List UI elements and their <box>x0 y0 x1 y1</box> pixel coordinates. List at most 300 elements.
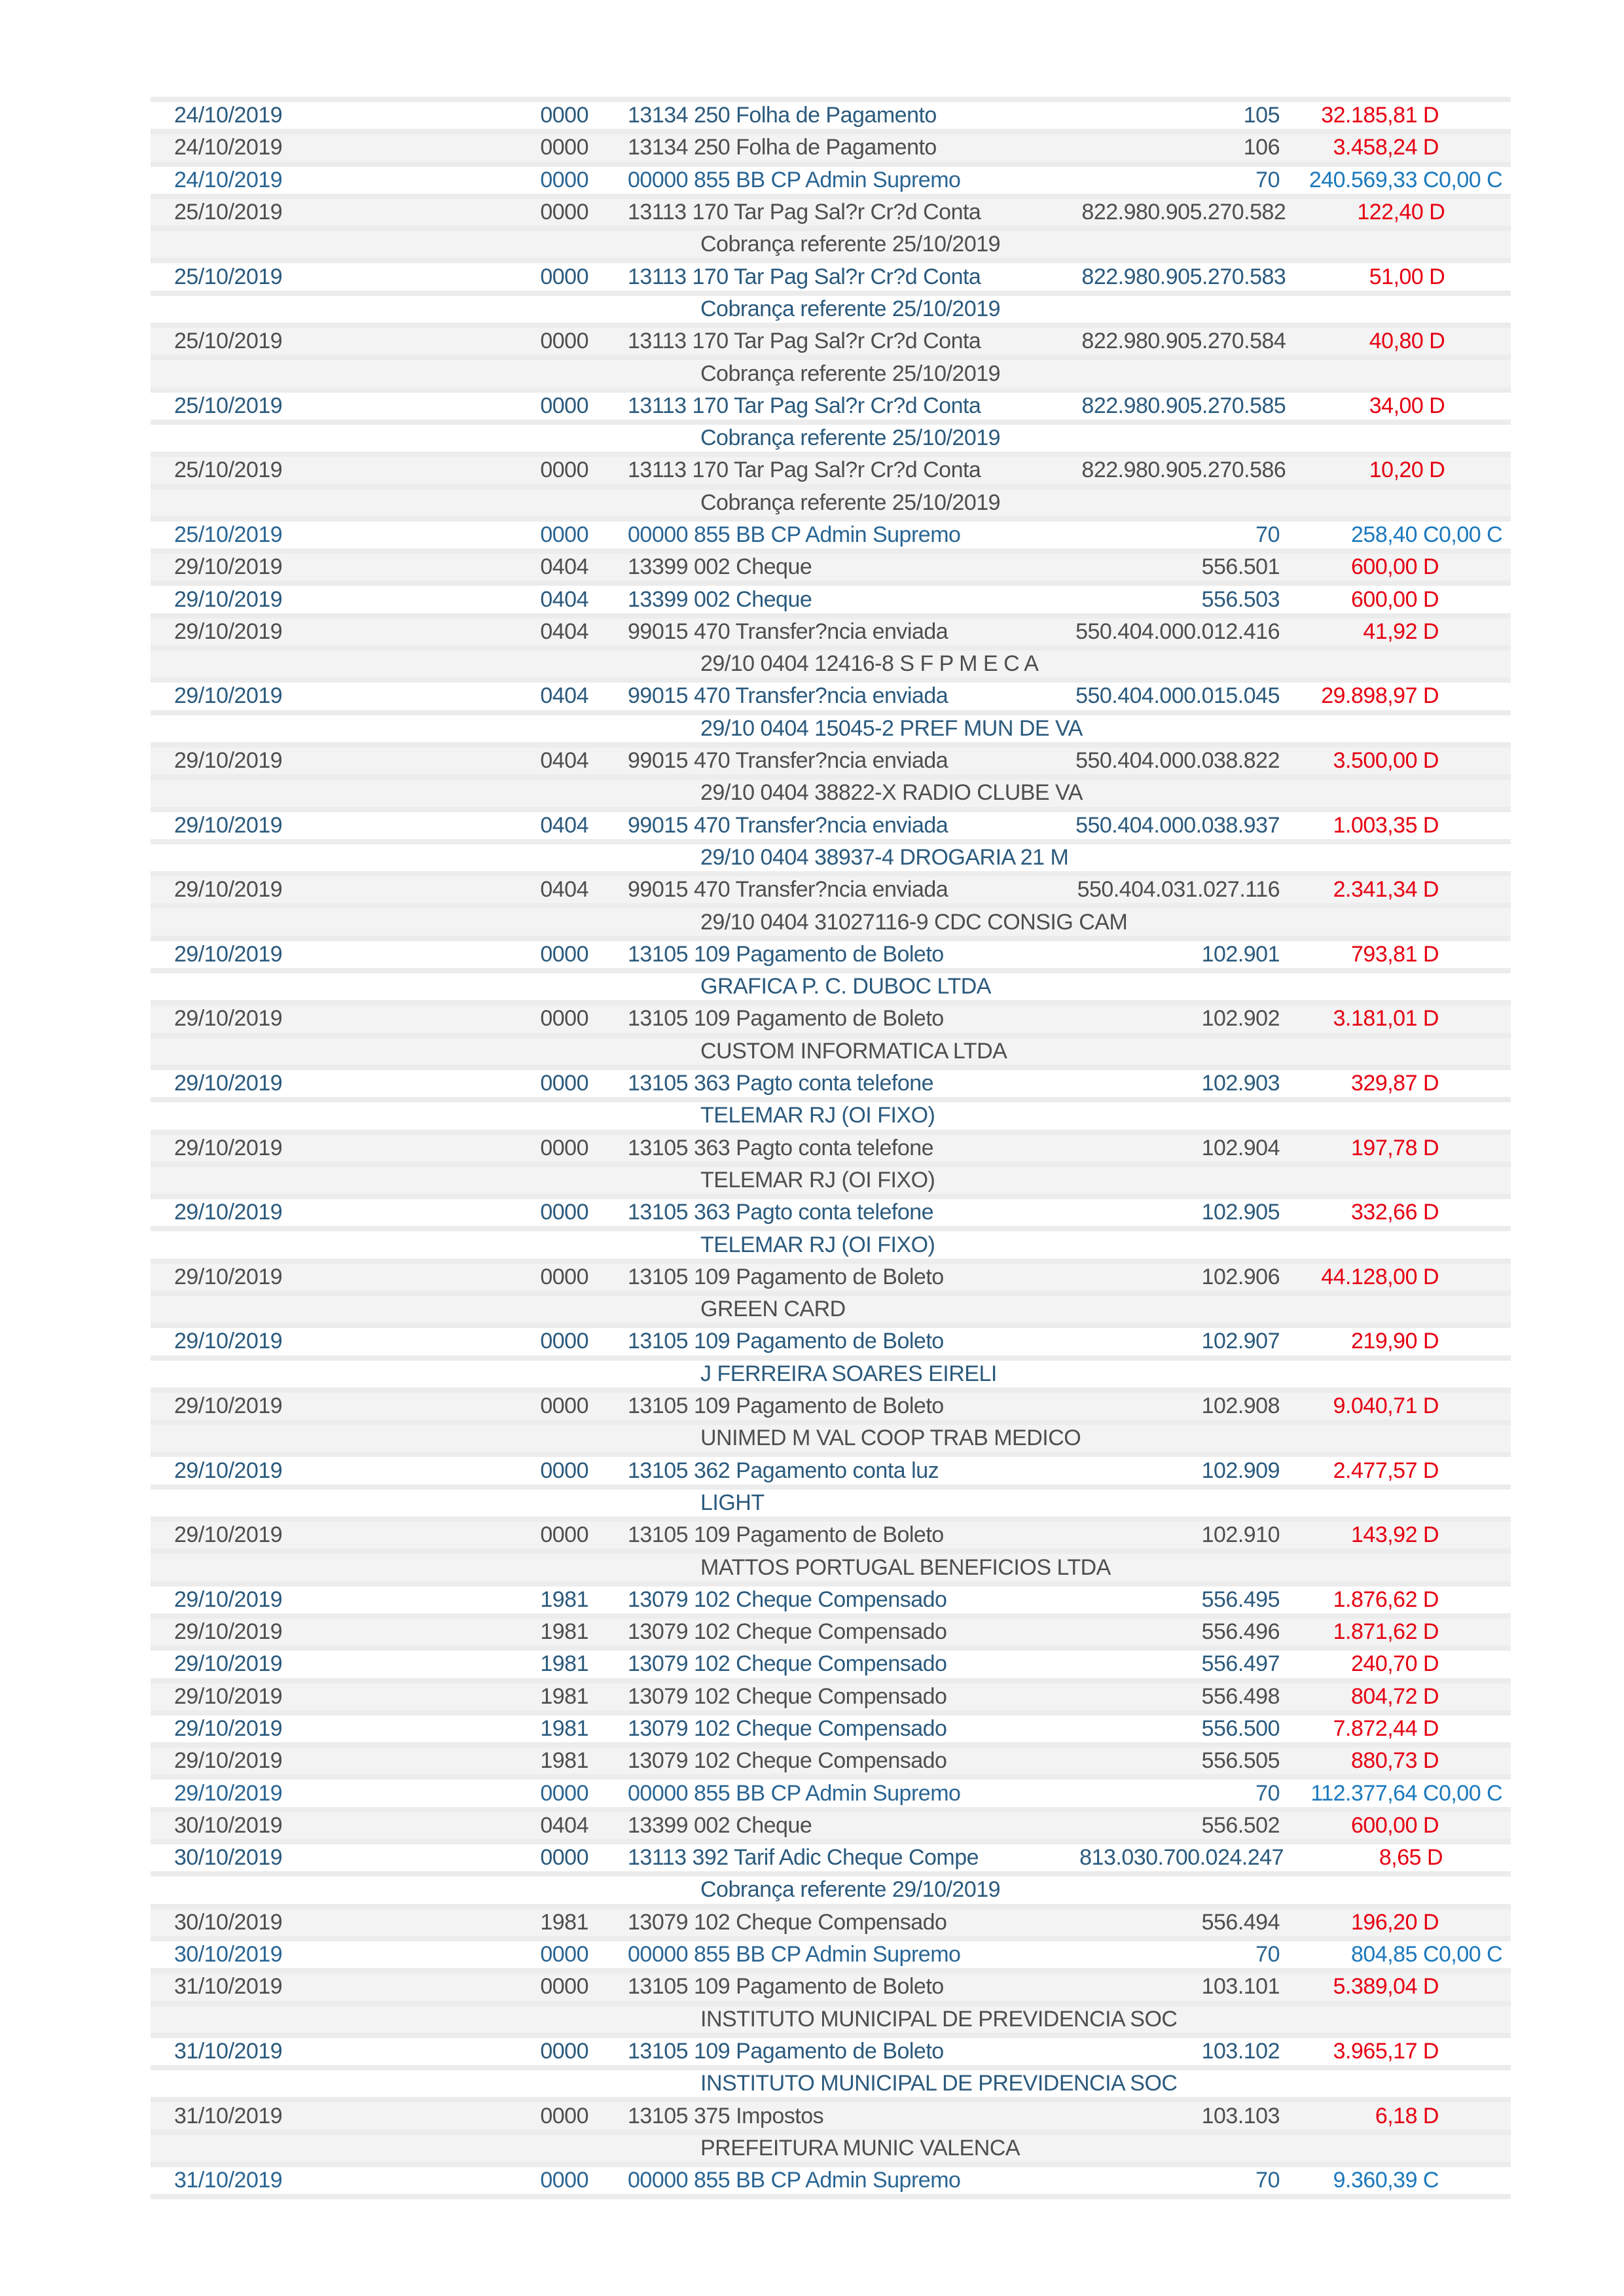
cell-document-number: 70 <box>1255 167 1280 192</box>
cell-agency: 0000 <box>540 329 588 354</box>
cell-amount: 34,00 D <box>1369 393 1445 418</box>
cell-agency: 0000 <box>540 1006 588 1031</box>
cell-date: 24/10/2019 <box>174 135 283 160</box>
row-separator <box>151 2065 1511 2070</box>
cell-detail-text: UNIMED M VAL COOP TRAB MEDICO <box>700 1426 1081 1451</box>
cell-document-number: 822.980.905.270.584 <box>1081 329 1286 354</box>
cell-amount: 9.360,39 C <box>1333 2168 1439 2193</box>
cell-date: 30/10/2019 <box>174 1845 283 1871</box>
row-separator <box>151 1742 1511 1748</box>
cell-description: 13105 363 Pagto conta telefone <box>628 1135 934 1160</box>
cell-description: 13399 002 Cheque <box>628 554 812 580</box>
cell-date: 31/10/2019 <box>174 2038 283 2064</box>
transaction-row <box>151 2038 1511 2065</box>
cell-description: 13113 170 Tar Pag Sal?r Cr?d Conta <box>628 264 981 289</box>
transaction-row <box>151 263 1511 290</box>
cell-agency: 0000 <box>540 200 588 225</box>
row-separator <box>151 1000 1511 1005</box>
transaction-detail-row <box>151 1876 1511 1903</box>
transaction-row <box>151 1264 1511 1291</box>
row-separator <box>151 2194 1511 2199</box>
cell-detail-text: 29/10 0404 15045-2 PREF MUN DE VA <box>700 715 1083 741</box>
cell-description: 13079 102 Cheque Compensado <box>628 1748 947 1774</box>
cell-date: 31/10/2019 <box>174 2103 283 2128</box>
transaction-detail-row <box>151 651 1511 677</box>
cell-date: 29/10/2019 <box>174 1135 283 1160</box>
cell-date: 29/10/2019 <box>174 1522 283 1548</box>
cell-date: 31/10/2019 <box>174 2168 283 2193</box>
cell-detail-text: TELEMAR RJ (OI FIXO) <box>700 1167 935 1193</box>
cell-amount: 240.569,33 C <box>1308 167 1439 192</box>
cell-detail-text: TELEMAR RJ (OI FIXO) <box>700 1103 935 1128</box>
cell-amount: 332,66 D <box>1351 1200 1439 1225</box>
cell-description: 13105 109 Pagamento de Boleto <box>628 1522 944 1548</box>
cell-date: 29/10/2019 <box>174 748 283 774</box>
transaction-row <box>151 1715 1511 1742</box>
cell-agency: 0000 <box>540 103 588 128</box>
row-separator <box>151 742 1511 747</box>
cell-agency: 0404 <box>540 812 588 838</box>
cell-amount: 122,40 D <box>1357 200 1445 225</box>
row-separator <box>151 226 1511 231</box>
cell-document-number: 102.908 <box>1201 1393 1280 1419</box>
cell-description: 00000 855 BB CP Admin Supremo <box>628 522 961 547</box>
cell-amount: 1.003,35 D <box>1333 812 1439 838</box>
cell-description: 13399 002 Cheque <box>628 1812 812 1838</box>
cell-agency: 0404 <box>540 619 588 644</box>
cell-document-number: 556.496 <box>1201 1619 1280 1645</box>
row-separator <box>151 291 1511 296</box>
cell-description: 00000 855 BB CP Admin Supremo <box>628 1942 961 1967</box>
transaction-row <box>151 1619 1511 1645</box>
cell-date: 29/10/2019 <box>174 619 283 644</box>
cell-agency: 0000 <box>540 522 588 547</box>
cell-amount: 8,65 D <box>1379 1845 1443 1871</box>
cell-date: 25/10/2019 <box>174 457 283 483</box>
cell-agency: 0000 <box>540 1458 588 1483</box>
cell-date: 29/10/2019 <box>174 586 283 612</box>
cell-document-number: 102.904 <box>1201 1135 1280 1160</box>
cell-date: 29/10/2019 <box>174 1651 283 1677</box>
transaction-row <box>151 941 1511 968</box>
row-separator <box>151 1516 1511 1522</box>
transaction-detail-row <box>151 1038 1511 1065</box>
transaction-row <box>151 1393 1511 1420</box>
cell-date: 25/10/2019 <box>174 522 283 547</box>
row-separator <box>151 1678 1511 1683</box>
row-separator <box>151 1871 1511 1876</box>
row-separator <box>151 548 1511 554</box>
transaction-detail-row <box>151 1425 1511 1452</box>
cell-detail-text: PREFEITURA MUNIC VALENCA <box>700 2135 1020 2161</box>
row-separator <box>151 1774 1511 1780</box>
cell-document-number: 813.030.700.024.247 <box>1079 1845 1284 1871</box>
cell-agency: 0000 <box>540 2103 588 2128</box>
cell-document-number: 70 <box>1255 2168 1280 2193</box>
cell-balance: 0,00 C <box>1439 1780 1503 1806</box>
cell-date: 30/10/2019 <box>174 1812 283 1838</box>
cell-balance: 0,00 C <box>1439 1942 1503 1967</box>
statement-table <box>151 97 1511 2199</box>
row-separator <box>151 968 1511 973</box>
cell-detail-text: 29/10 0404 38937-4 DROGARIA 21 M <box>700 844 1069 870</box>
cell-description: 99015 470 Transfer?ncia enviada <box>628 748 948 774</box>
cell-date: 30/10/2019 <box>174 1909 283 1935</box>
transaction-detail-row <box>151 1490 1511 1516</box>
cell-date: 29/10/2019 <box>174 1715 283 1741</box>
cell-date: 25/10/2019 <box>174 329 283 354</box>
row-separator <box>151 936 1511 941</box>
cell-date: 29/10/2019 <box>174 1071 283 1096</box>
cell-amount: 240,70 D <box>1351 1651 1439 1677</box>
cell-document-number: 102.910 <box>1201 1522 1280 1548</box>
transaction-detail-row <box>151 1167 1511 1194</box>
cell-description: 00000 855 BB CP Admin Supremo <box>628 2168 961 2193</box>
transaction-row <box>151 522 1511 548</box>
cell-description: 13105 109 Pagamento de Boleto <box>628 1329 944 1354</box>
cell-date: 29/10/2019 <box>174 812 283 838</box>
cell-document-number: 822.980.905.270.585 <box>1081 393 1286 418</box>
row-separator <box>151 871 1511 876</box>
cell-date: 25/10/2019 <box>174 200 283 225</box>
row-separator <box>151 1904 1511 1909</box>
cell-document-number: 106 <box>1243 135 1280 160</box>
transaction-detail-row <box>151 2135 1511 2162</box>
transaction-detail-row <box>151 360 1511 387</box>
cell-amount: 7.872,44 D <box>1333 1715 1439 1741</box>
transaction-row <box>151 554 1511 581</box>
row-separator <box>151 1710 1511 1715</box>
row-separator <box>151 355 1511 360</box>
cell-amount: 1.871,62 D <box>1333 1619 1439 1645</box>
transaction-row <box>151 1844 1511 1871</box>
cell-detail-text: Cobrança referente 25/10/2019 <box>700 361 1001 386</box>
transaction-row <box>151 1587 1511 1613</box>
cell-amount: 3.181,01 D <box>1333 1006 1439 1031</box>
cell-amount: 29.898,97 D <box>1321 683 1439 709</box>
cell-agency: 1981 <box>540 1619 588 1645</box>
row-separator <box>151 1581 1511 1587</box>
row-separator <box>151 484 1511 490</box>
transaction-row <box>151 876 1511 903</box>
cell-document-number: 70 <box>1255 522 1280 547</box>
transaction-row <box>151 683 1511 709</box>
cell-amount: 2.341,34 D <box>1333 877 1439 903</box>
cell-amount: 880,73 D <box>1351 1748 1439 1774</box>
cell-description: 99015 470 Transfer?ncia enviada <box>628 812 948 838</box>
row-separator <box>151 162 1511 167</box>
transaction-detail-row <box>151 1554 1511 1581</box>
cell-agency: 1981 <box>540 1651 588 1677</box>
transaction-row <box>151 1748 1511 1774</box>
cell-description: 13105 109 Pagamento de Boleto <box>628 1264 944 1289</box>
cell-detail-text: Cobrança referente 25/10/2019 <box>700 296 1001 321</box>
transaction-row <box>151 457 1511 484</box>
cell-amount: 793,81 D <box>1351 941 1439 967</box>
cell-amount: 3.965,17 D <box>1333 2038 1439 2064</box>
row-separator <box>151 2130 1511 2135</box>
transaction-row <box>151 2102 1511 2129</box>
cell-date: 29/10/2019 <box>174 877 283 903</box>
row-separator <box>151 1291 1511 1296</box>
transaction-row <box>151 586 1511 613</box>
row-separator <box>151 774 1511 780</box>
transaction-row <box>151 134 1511 161</box>
cell-agency: 0000 <box>540 264 588 289</box>
cell-amount: 143,92 D <box>1351 1522 1439 1548</box>
transaction-row <box>151 812 1511 839</box>
cell-agency: 0404 <box>540 877 588 903</box>
row-separator <box>151 1452 1511 1457</box>
row-separator <box>151 2001 1511 2006</box>
cell-detail-text: GRAFICA P. C. DUBOC LTDA <box>700 974 991 999</box>
cell-amount: 600,00 D <box>1351 554 1439 580</box>
cell-detail-text: 29/10 0404 12416-8 S F P M E C A <box>700 651 1039 677</box>
cell-date: 29/10/2019 <box>174 1748 283 1774</box>
cell-document-number: 102.907 <box>1201 1329 1280 1354</box>
row-separator <box>151 2033 1511 2038</box>
cell-detail-text: Cobrança referente 29/10/2019 <box>700 1877 1001 1903</box>
cell-detail-text: CUSTOM INFORMATICA LTDA <box>700 1038 1007 1064</box>
cell-date: 29/10/2019 <box>174 1683 283 1709</box>
transaction-detail-row <box>151 1102 1511 1129</box>
row-separator <box>151 387 1511 393</box>
cell-amount: 329,87 D <box>1351 1071 1439 1096</box>
cell-document-number: 550.404.000.012.416 <box>1075 619 1280 644</box>
row-separator <box>151 1420 1511 1425</box>
cell-description: 13113 170 Tar Pag Sal?r Cr?d Conta <box>628 200 981 225</box>
cell-document-number: 556.498 <box>1201 1683 1280 1709</box>
cell-detail-text: LIGHT <box>700 1490 765 1515</box>
transaction-detail-row <box>151 715 1511 742</box>
transaction-row <box>151 1522 1511 1549</box>
transaction-row <box>151 747 1511 774</box>
row-separator <box>151 97 1511 102</box>
cell-agency: 0000 <box>540 1329 588 1354</box>
row-separator <box>151 677 1511 683</box>
cell-agency: 0000 <box>540 1974 588 2000</box>
cell-agency: 1981 <box>540 1683 588 1709</box>
cell-description: 13105 109 Pagamento de Boleto <box>628 941 944 967</box>
row-separator <box>151 1226 1511 1231</box>
cell-amount: 9.040,71 D <box>1333 1393 1439 1419</box>
cell-amount: 44.128,00 D <box>1321 1264 1439 1289</box>
row-separator <box>151 1065 1511 1070</box>
cell-description: 13134 250 Folha de Pagamento <box>628 135 937 160</box>
cell-agency: 1981 <box>540 1748 588 1774</box>
transaction-detail-row <box>151 231 1511 258</box>
transaction-row <box>151 619 1511 645</box>
cell-agency: 0000 <box>540 1071 588 1096</box>
transaction-row <box>151 1812 1511 1839</box>
cell-description: 13079 102 Cheque Compensado <box>628 1651 947 1677</box>
cell-amount: 804,72 D <box>1351 1683 1439 1709</box>
row-separator <box>151 1194 1511 1199</box>
cell-agency: 0000 <box>540 2168 588 2193</box>
cell-date: 30/10/2019 <box>174 1942 283 1967</box>
transaction-row <box>151 1780 1511 1806</box>
cell-description: 13105 375 Impostos <box>628 2103 824 2128</box>
cell-agency: 0000 <box>540 1200 588 1225</box>
transaction-row <box>151 393 1511 420</box>
cell-date: 29/10/2019 <box>174 1200 283 1225</box>
transaction-row <box>151 1973 1511 2000</box>
cell-document-number: 550.404.000.015.045 <box>1075 683 1280 709</box>
cell-description: 13079 102 Cheque Compensado <box>628 1909 947 1935</box>
row-separator <box>151 1549 1511 1554</box>
cell-description: 13105 109 Pagamento de Boleto <box>628 1974 944 2000</box>
cell-agency: 0000 <box>540 1780 588 1806</box>
cell-agency: 0404 <box>540 554 588 580</box>
cell-agency: 1981 <box>540 1587 588 1612</box>
transaction-detail-row <box>151 1361 1511 1388</box>
transaction-row <box>151 1135 1511 1162</box>
cell-document-number: 556.501 <box>1201 554 1280 580</box>
cell-description: 13113 170 Tar Pag Sal?r Cr?d Conta <box>628 457 981 483</box>
cell-amount: 600,00 D <box>1351 586 1439 612</box>
cell-document-number: 102.909 <box>1201 1458 1280 1483</box>
cell-description: 00000 855 BB CP Admin Supremo <box>628 167 961 192</box>
transaction-detail-row <box>151 844 1511 871</box>
transaction-row <box>151 1005 1511 1032</box>
cell-agency: 0000 <box>540 1135 588 1160</box>
cell-document-number: 556.503 <box>1201 586 1280 612</box>
row-separator <box>151 452 1511 457</box>
row-separator <box>151 1355 1511 1361</box>
cell-document-number: 556.497 <box>1201 1651 1280 1677</box>
cell-date: 29/10/2019 <box>174 554 283 580</box>
cell-agency: 0404 <box>540 1812 588 1838</box>
cell-document-number: 556.502 <box>1201 1812 1280 1838</box>
cell-agency: 0000 <box>540 1393 588 1419</box>
row-separator <box>151 420 1511 425</box>
row-separator <box>151 1162 1511 1167</box>
transaction-row <box>151 102 1511 129</box>
cell-description: 99015 470 Transfer?ncia enviada <box>628 877 948 903</box>
cell-amount: 197,78 D <box>1351 1135 1439 1160</box>
cell-detail-text: INSTITUTO MUNICIPAL DE PREVIDENCIA SOC <box>700 2071 1178 2096</box>
cell-date: 24/10/2019 <box>174 167 283 192</box>
transaction-row <box>151 1683 1511 1710</box>
cell-date: 25/10/2019 <box>174 264 283 289</box>
cell-description: 13105 109 Pagamento de Boleto <box>628 2038 944 2064</box>
cell-agency: 0000 <box>540 393 588 418</box>
row-separator <box>151 323 1511 328</box>
cell-amount: 10,20 D <box>1369 457 1445 483</box>
transaction-detail-row <box>151 1231 1511 1258</box>
cell-description: 13105 109 Pagamento de Boleto <box>628 1393 944 1419</box>
cell-document-number: 556.505 <box>1201 1748 1280 1774</box>
cell-agency: 0000 <box>540 941 588 967</box>
cell-date: 29/10/2019 <box>174 1458 283 1483</box>
cell-document-number: 102.901 <box>1201 941 1280 967</box>
cell-description: 13079 102 Cheque Compensado <box>628 1587 947 1612</box>
cell-agency: 0000 <box>540 135 588 160</box>
cell-date: 29/10/2019 <box>174 941 283 967</box>
cell-document-number: 102.903 <box>1201 1071 1280 1096</box>
cell-document-number: 550.404.000.038.822 <box>1075 748 1280 774</box>
row-separator <box>151 807 1511 812</box>
cell-agency: 0000 <box>540 167 588 192</box>
row-separator <box>151 1968 1511 1973</box>
cell-description: 13134 250 Folha de Pagamento <box>628 103 937 128</box>
cell-description: 13079 102 Cheque Compensado <box>628 1683 947 1709</box>
row-separator <box>151 1259 1511 1264</box>
cell-description: 13105 363 Pagto conta telefone <box>628 1071 934 1096</box>
transaction-detail-row <box>151 2006 1511 2033</box>
cell-amount: 6,18 D <box>1375 2103 1439 2128</box>
row-separator <box>151 613 1511 619</box>
cell-detail-text: 29/10 0404 31027116-9 CDC CONSIG CAM <box>700 909 1128 935</box>
cell-document-number: 102.902 <box>1201 1006 1280 1031</box>
transaction-row <box>151 1199 1511 1226</box>
row-separator <box>151 1807 1511 1812</box>
cell-amount: 5.389,04 D <box>1333 1974 1439 2000</box>
cell-document-number: 70 <box>1255 1942 1280 1967</box>
cell-date: 29/10/2019 <box>174 1006 283 1031</box>
cell-amount: 51,00 D <box>1369 264 1445 289</box>
cell-document-number: 550.404.000.038.937 <box>1075 812 1280 838</box>
row-separator <box>151 194 1511 199</box>
cell-amount: 804,85 C <box>1351 1942 1439 1967</box>
cell-detail-text: Cobrança referente 25/10/2019 <box>700 425 1001 451</box>
transaction-detail-row <box>151 425 1511 452</box>
transaction-detail-row <box>151 296 1511 323</box>
cell-description: 99015 470 Transfer?ncia enviada <box>628 619 948 644</box>
cell-date: 24/10/2019 <box>174 103 283 128</box>
transaction-row <box>151 167 1511 194</box>
cell-agency: 0404 <box>540 586 588 612</box>
cell-document-number: 556.495 <box>1201 1587 1280 1612</box>
cell-detail-text: MATTOS PORTUGAL BENEFICIOS LTDA <box>700 1554 1111 1580</box>
transaction-row <box>151 1457 1511 1484</box>
transaction-detail-row <box>151 2070 1511 2097</box>
cell-description: 00000 855 BB CP Admin Supremo <box>628 1780 961 1806</box>
cell-date: 31/10/2019 <box>174 1974 283 2000</box>
cell-amount: 1.876,62 D <box>1333 1587 1439 1612</box>
cell-document-number: 105 <box>1243 103 1280 128</box>
row-separator <box>151 2162 1511 2167</box>
row-separator <box>151 2097 1511 2102</box>
cell-detail-text: J FERREIRA SOARES EIRELI <box>700 1361 997 1386</box>
row-separator <box>151 710 1511 715</box>
row-separator <box>151 1388 1511 1393</box>
cell-agency: 0000 <box>540 2038 588 2064</box>
cell-agency: 0000 <box>540 1264 588 1289</box>
row-separator <box>151 1033 1511 1038</box>
cell-date: 29/10/2019 <box>174 1329 283 1354</box>
cell-agency: 0000 <box>540 1522 588 1548</box>
cell-document-number: 103.103 <box>1201 2103 1280 2128</box>
transaction-row <box>151 1070 1511 1097</box>
transaction-detail-row <box>151 780 1511 806</box>
cell-document-number: 822.980.905.270.586 <box>1081 457 1286 483</box>
transaction-row <box>151 1328 1511 1355</box>
row-separator <box>151 903 1511 908</box>
cell-description: 13105 363 Pagto conta telefone <box>628 1200 934 1225</box>
row-separator <box>151 645 1511 651</box>
cell-date: 29/10/2019 <box>174 1619 283 1645</box>
cell-agency: 0000 <box>540 1942 588 1967</box>
transaction-row <box>151 1651 1511 1677</box>
row-separator <box>151 1323 1511 1328</box>
cell-date: 29/10/2019 <box>174 1587 283 1612</box>
transaction-detail-row <box>151 973 1511 1000</box>
cell-document-number: 550.404.031.027.116 <box>1077 877 1280 903</box>
cell-document-number: 822.980.905.270.582 <box>1081 200 1286 225</box>
row-separator <box>151 258 1511 263</box>
cell-amount: 3.500,00 D <box>1333 748 1439 774</box>
